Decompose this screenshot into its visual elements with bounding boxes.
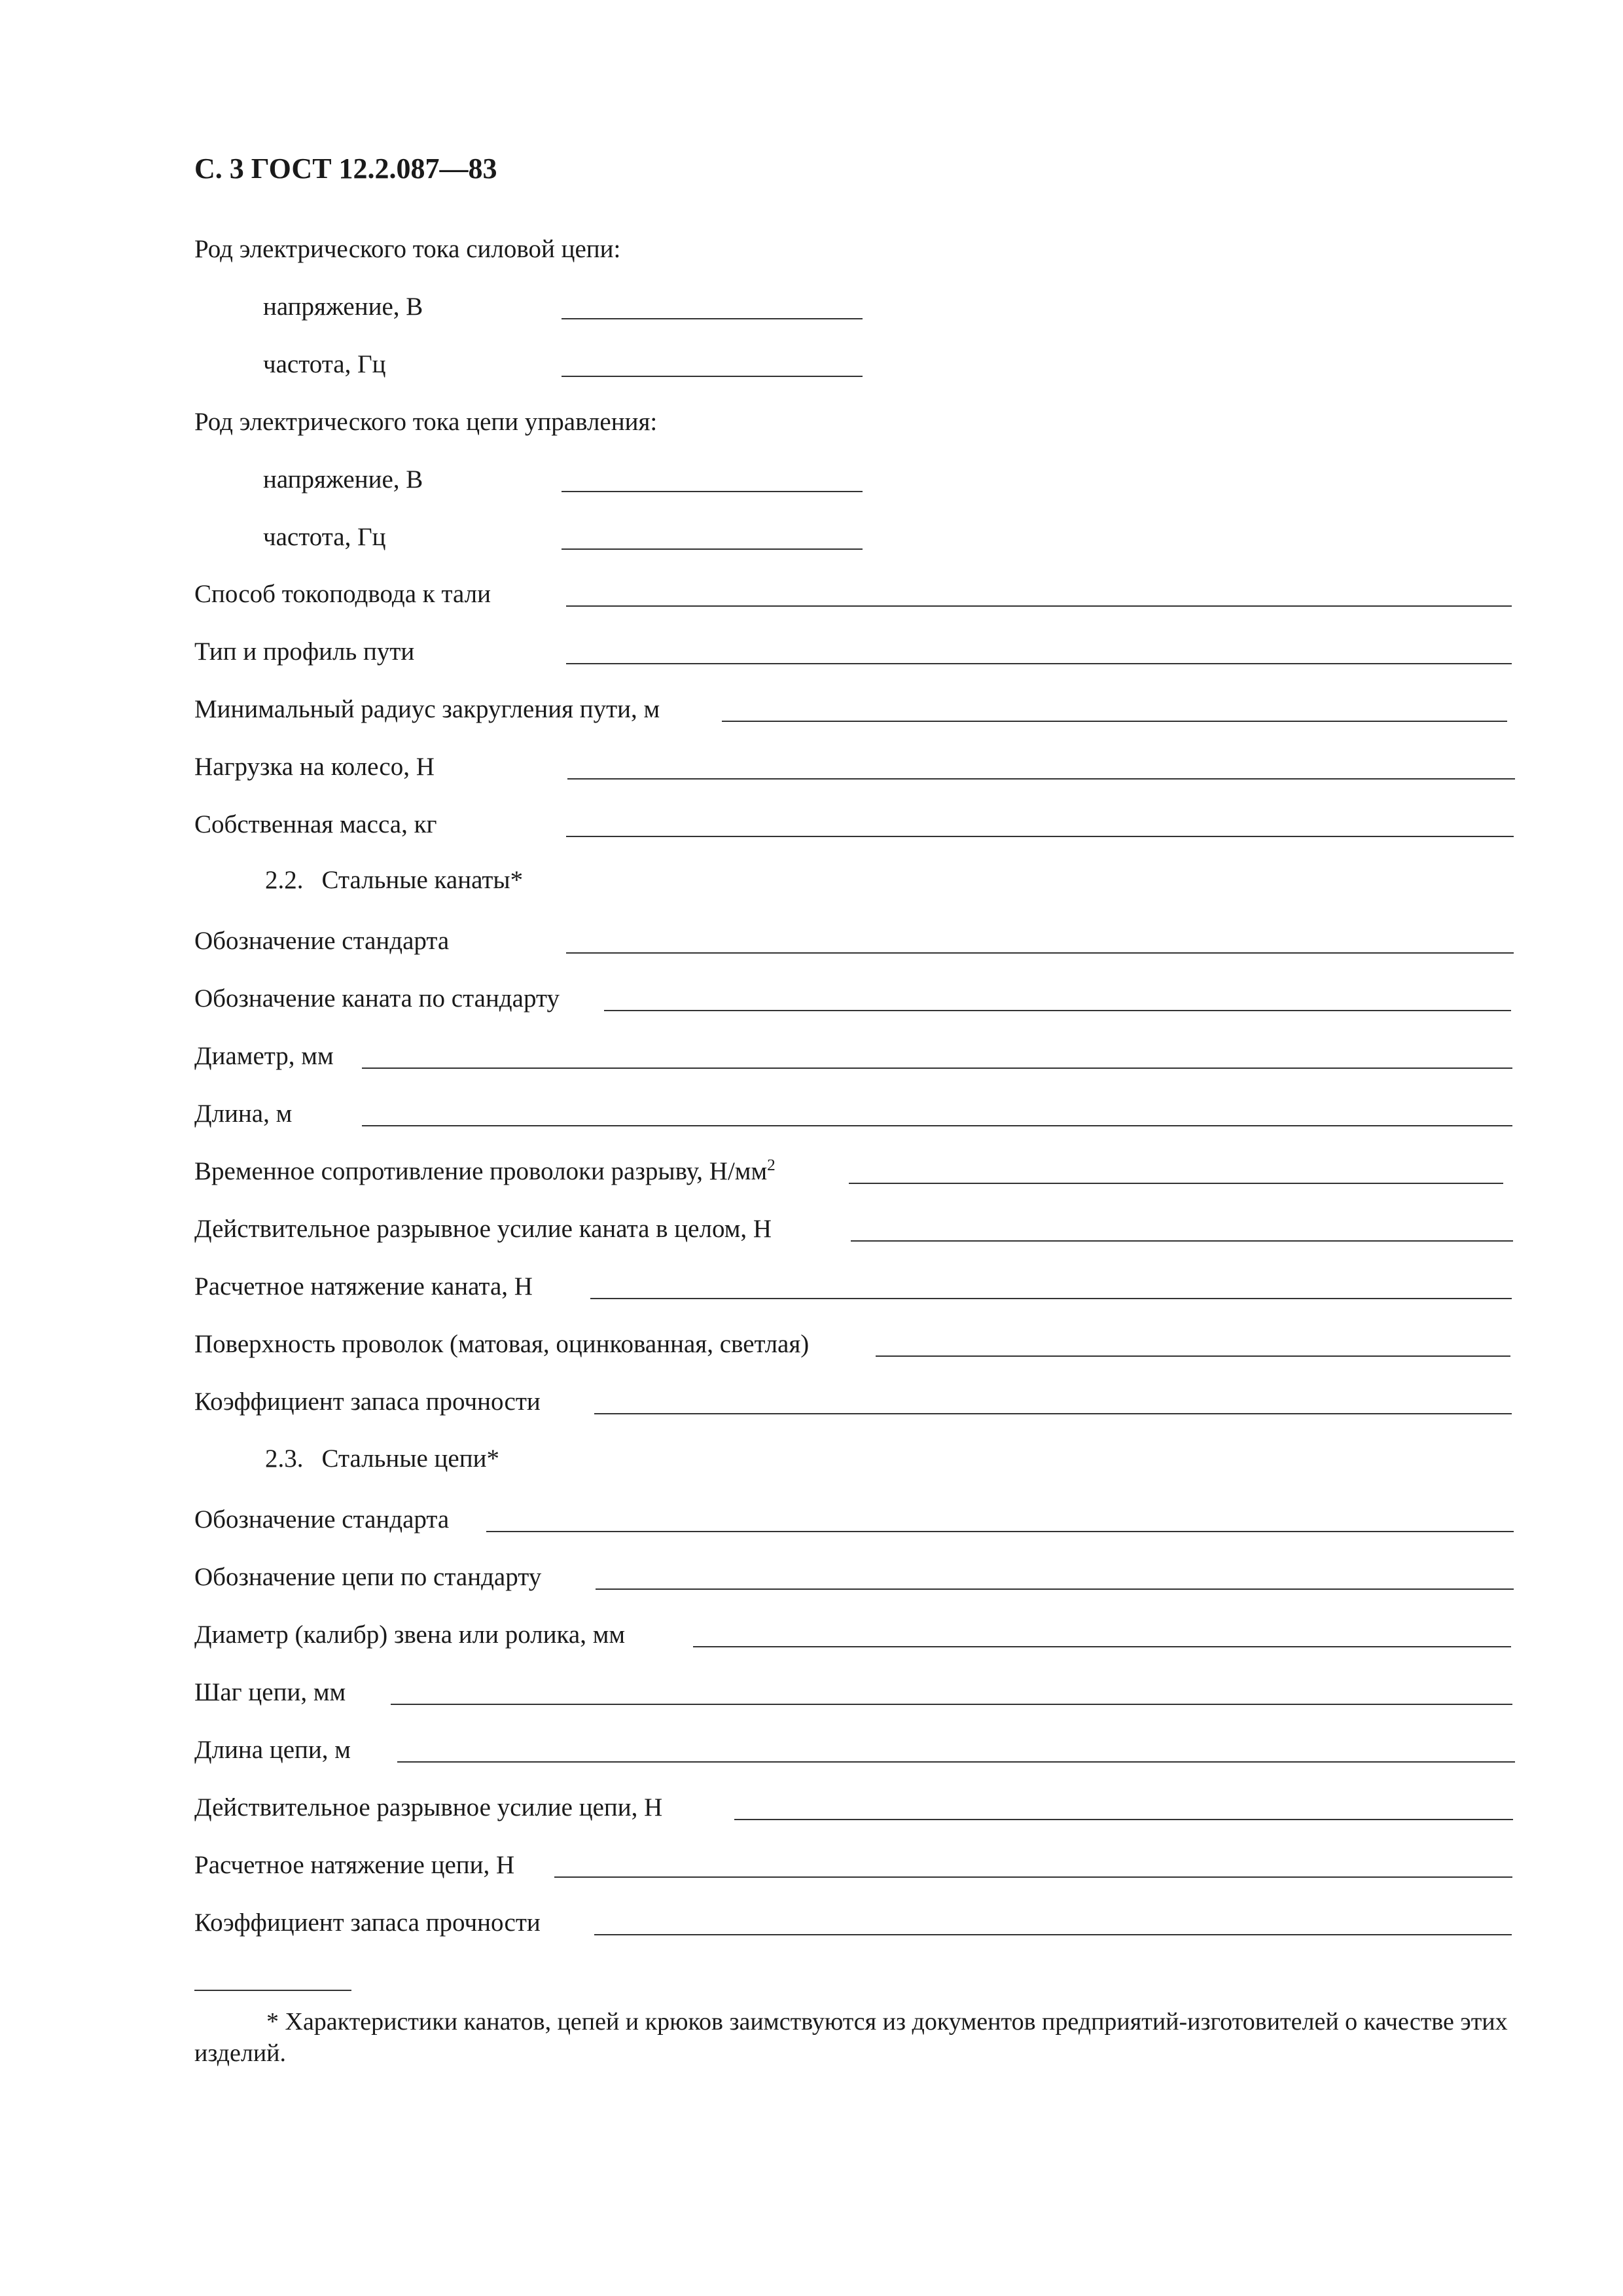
- min-radius-field[interactable]: [722, 721, 1507, 722]
- rope-breaking-force-row[interactable]: [194, 1209, 1525, 1248]
- min-radius-label: Минимальный радиус закругления пути, м: [194, 695, 660, 723]
- power-voltage-label: напряжение, В: [263, 293, 423, 321]
- control-frequency-field[interactable]: [562, 548, 863, 550]
- chain-length-row[interactable]: [194, 1730, 1525, 1769]
- chain-safety-factor-label: Коэффициент запаса прочности: [194, 1909, 541, 1937]
- rope-safety-factor-label: Коэффициент запаса прочности: [194, 1388, 541, 1416]
- chain-link-diameter-label: Диаметр (калибр) звена или ролика, мм: [194, 1621, 626, 1649]
- chain-breaking-force-row[interactable]: [194, 1787, 1525, 1827]
- own-mass-row[interactable]: [194, 804, 1525, 844]
- control-voltage-field[interactable]: [562, 491, 863, 492]
- power-voltage-row[interactable]: [263, 287, 865, 326]
- chain-standard-row[interactable]: [194, 1499, 1525, 1539]
- power-circuit-heading: Род электрического тока силовой цепи:: [194, 235, 621, 263]
- chain-safety-factor-row[interactable]: [194, 1903, 1525, 1942]
- rope-length-row[interactable]: [194, 1094, 1525, 1133]
- own-mass-field[interactable]: [566, 836, 1514, 837]
- rope-diameter-field[interactable]: [362, 1067, 1512, 1069]
- chain-designation-field[interactable]: [596, 1588, 1514, 1590]
- min-radius-row[interactable]: [194, 689, 1525, 728]
- rope-wire-surface-label: Поверхность проволок (матовая, оцинкованная, светлая): [194, 1330, 810, 1358]
- control-voltage-label: напряжение, В: [263, 465, 423, 493]
- power-frequency-label: частота, Гц: [263, 350, 386, 378]
- control-frequency-row[interactable]: [263, 517, 865, 556]
- rope-standard-field[interactable]: [566, 952, 1514, 954]
- rope-tensile-strength-row[interactable]: [194, 1151, 1525, 1191]
- rope-design-tension-label: Расчетное натяжение каната, Н: [194, 1272, 533, 1300]
- rope-standard-label: Обозначение стандарта: [194, 927, 450, 955]
- ropes-section-number: 2.2.: [265, 866, 304, 894]
- chain-designation-row[interactable]: [194, 1557, 1525, 1596]
- current-supply-label: Способ токоподвода к тали: [194, 580, 491, 608]
- control-frequency-label: частота, Гц: [263, 523, 386, 551]
- current-supply-row[interactable]: [194, 574, 1525, 613]
- chain-length-label: Длина цепи, м: [194, 1736, 351, 1764]
- rope-wire-surface-row[interactable]: [194, 1324, 1525, 1363]
- control-voltage-row[interactable]: [263, 459, 865, 499]
- rope-length-field[interactable]: [362, 1125, 1512, 1126]
- chains-section-heading: [265, 1444, 499, 1473]
- rope-design-tension-field[interactable]: [590, 1298, 1512, 1299]
- rope-breaking-force-field[interactable]: [851, 1240, 1513, 1242]
- control-circuit-heading: Род электрического тока цепи управления:: [194, 408, 658, 436]
- chain-length-field[interactable]: [397, 1761, 1515, 1763]
- chain-designation-label: Обозначение цепи по стандарту: [194, 1563, 542, 1591]
- unit-superscript: 2: [767, 1156, 776, 1174]
- ropes-section-title: Стальные канаты*: [321, 866, 524, 894]
- chain-breaking-force-label: Действительное разрывное усилие цепи, Н: [194, 1793, 663, 1821]
- ropes-section-heading: [265, 865, 523, 895]
- footnote-text: * Характеристики канатов, цепей и крюков заимствуются из документов предприятий-изготовителей о качестве этих изделий.: [194, 2008, 1508, 2067]
- rope-design-tension-row[interactable]: [194, 1266, 1525, 1306]
- chain-design-tension-label: Расчетное натяжение цепи, Н: [194, 1851, 515, 1879]
- chain-pitch-label: Шаг цепи, мм: [194, 1678, 346, 1706]
- rope-wire-surface-field[interactable]: [876, 1355, 1510, 1357]
- rope-designation-row[interactable]: [194, 978, 1525, 1018]
- power-frequency-row[interactable]: [263, 344, 865, 384]
- wheel-load-label: Нагрузка на колесо, Н: [194, 753, 435, 781]
- chain-safety-factor-field[interactable]: [594, 1934, 1512, 1935]
- rope-breaking-force-label: Действительное разрывное усилие каната в целом, Н: [194, 1215, 772, 1243]
- rope-tensile-strength-field[interactable]: [849, 1183, 1503, 1184]
- rope-diameter-row[interactable]: [194, 1036, 1525, 1075]
- rope-length-label: Длина, м: [194, 1100, 293, 1128]
- own-mass-label: Собственная масса, кг: [194, 810, 437, 838]
- rope-designation-label: Обозначение каната по стандарту: [194, 984, 560, 1013]
- chain-breaking-force-field[interactable]: [734, 1819, 1513, 1820]
- current-supply-field[interactable]: [566, 605, 1512, 607]
- track-type-row[interactable]: [194, 632, 1525, 671]
- chain-link-diameter-field[interactable]: [693, 1646, 1511, 1647]
- page-title: С. 3 ГОСТ 12.2.087—83: [194, 152, 497, 185]
- chain-standard-label: Обозначение стандарта: [194, 1505, 450, 1534]
- chain-design-tension-row[interactable]: [194, 1845, 1525, 1884]
- chain-standard-field[interactable]: [486, 1531, 1514, 1532]
- track-type-field[interactable]: [566, 663, 1512, 664]
- rope-safety-factor-field[interactable]: [594, 1413, 1512, 1414]
- rope-tensile-strength-label: Временное сопротивление проволоки разрыву, $Н/мм^2$: [194, 1156, 776, 1185]
- rope-diameter-label: Диаметр, мм: [194, 1042, 334, 1070]
- rope-safety-factor-row[interactable]: [194, 1382, 1525, 1421]
- power-frequency-field[interactable]: [562, 376, 863, 377]
- power-voltage-field[interactable]: [562, 318, 863, 319]
- footnote-divider: [194, 1990, 351, 1991]
- wheel-load-field[interactable]: [567, 778, 1515, 780]
- chains-section-number: 2.3.: [265, 1444, 304, 1473]
- rope-standard-row[interactable]: [194, 921, 1525, 960]
- rope-designation-field[interactable]: [604, 1010, 1511, 1011]
- chain-link-diameter-row[interactable]: [194, 1615, 1525, 1654]
- chain-pitch-row[interactable]: [194, 1672, 1525, 1712]
- chain-pitch-field[interactable]: [391, 1704, 1512, 1705]
- track-type-label: Тип и профиль пути: [194, 637, 415, 666]
- chain-design-tension-field[interactable]: [554, 1876, 1512, 1878]
- wheel-load-row[interactable]: [194, 747, 1525, 786]
- chains-section-title: Стальные цепи*: [321, 1444, 499, 1473]
